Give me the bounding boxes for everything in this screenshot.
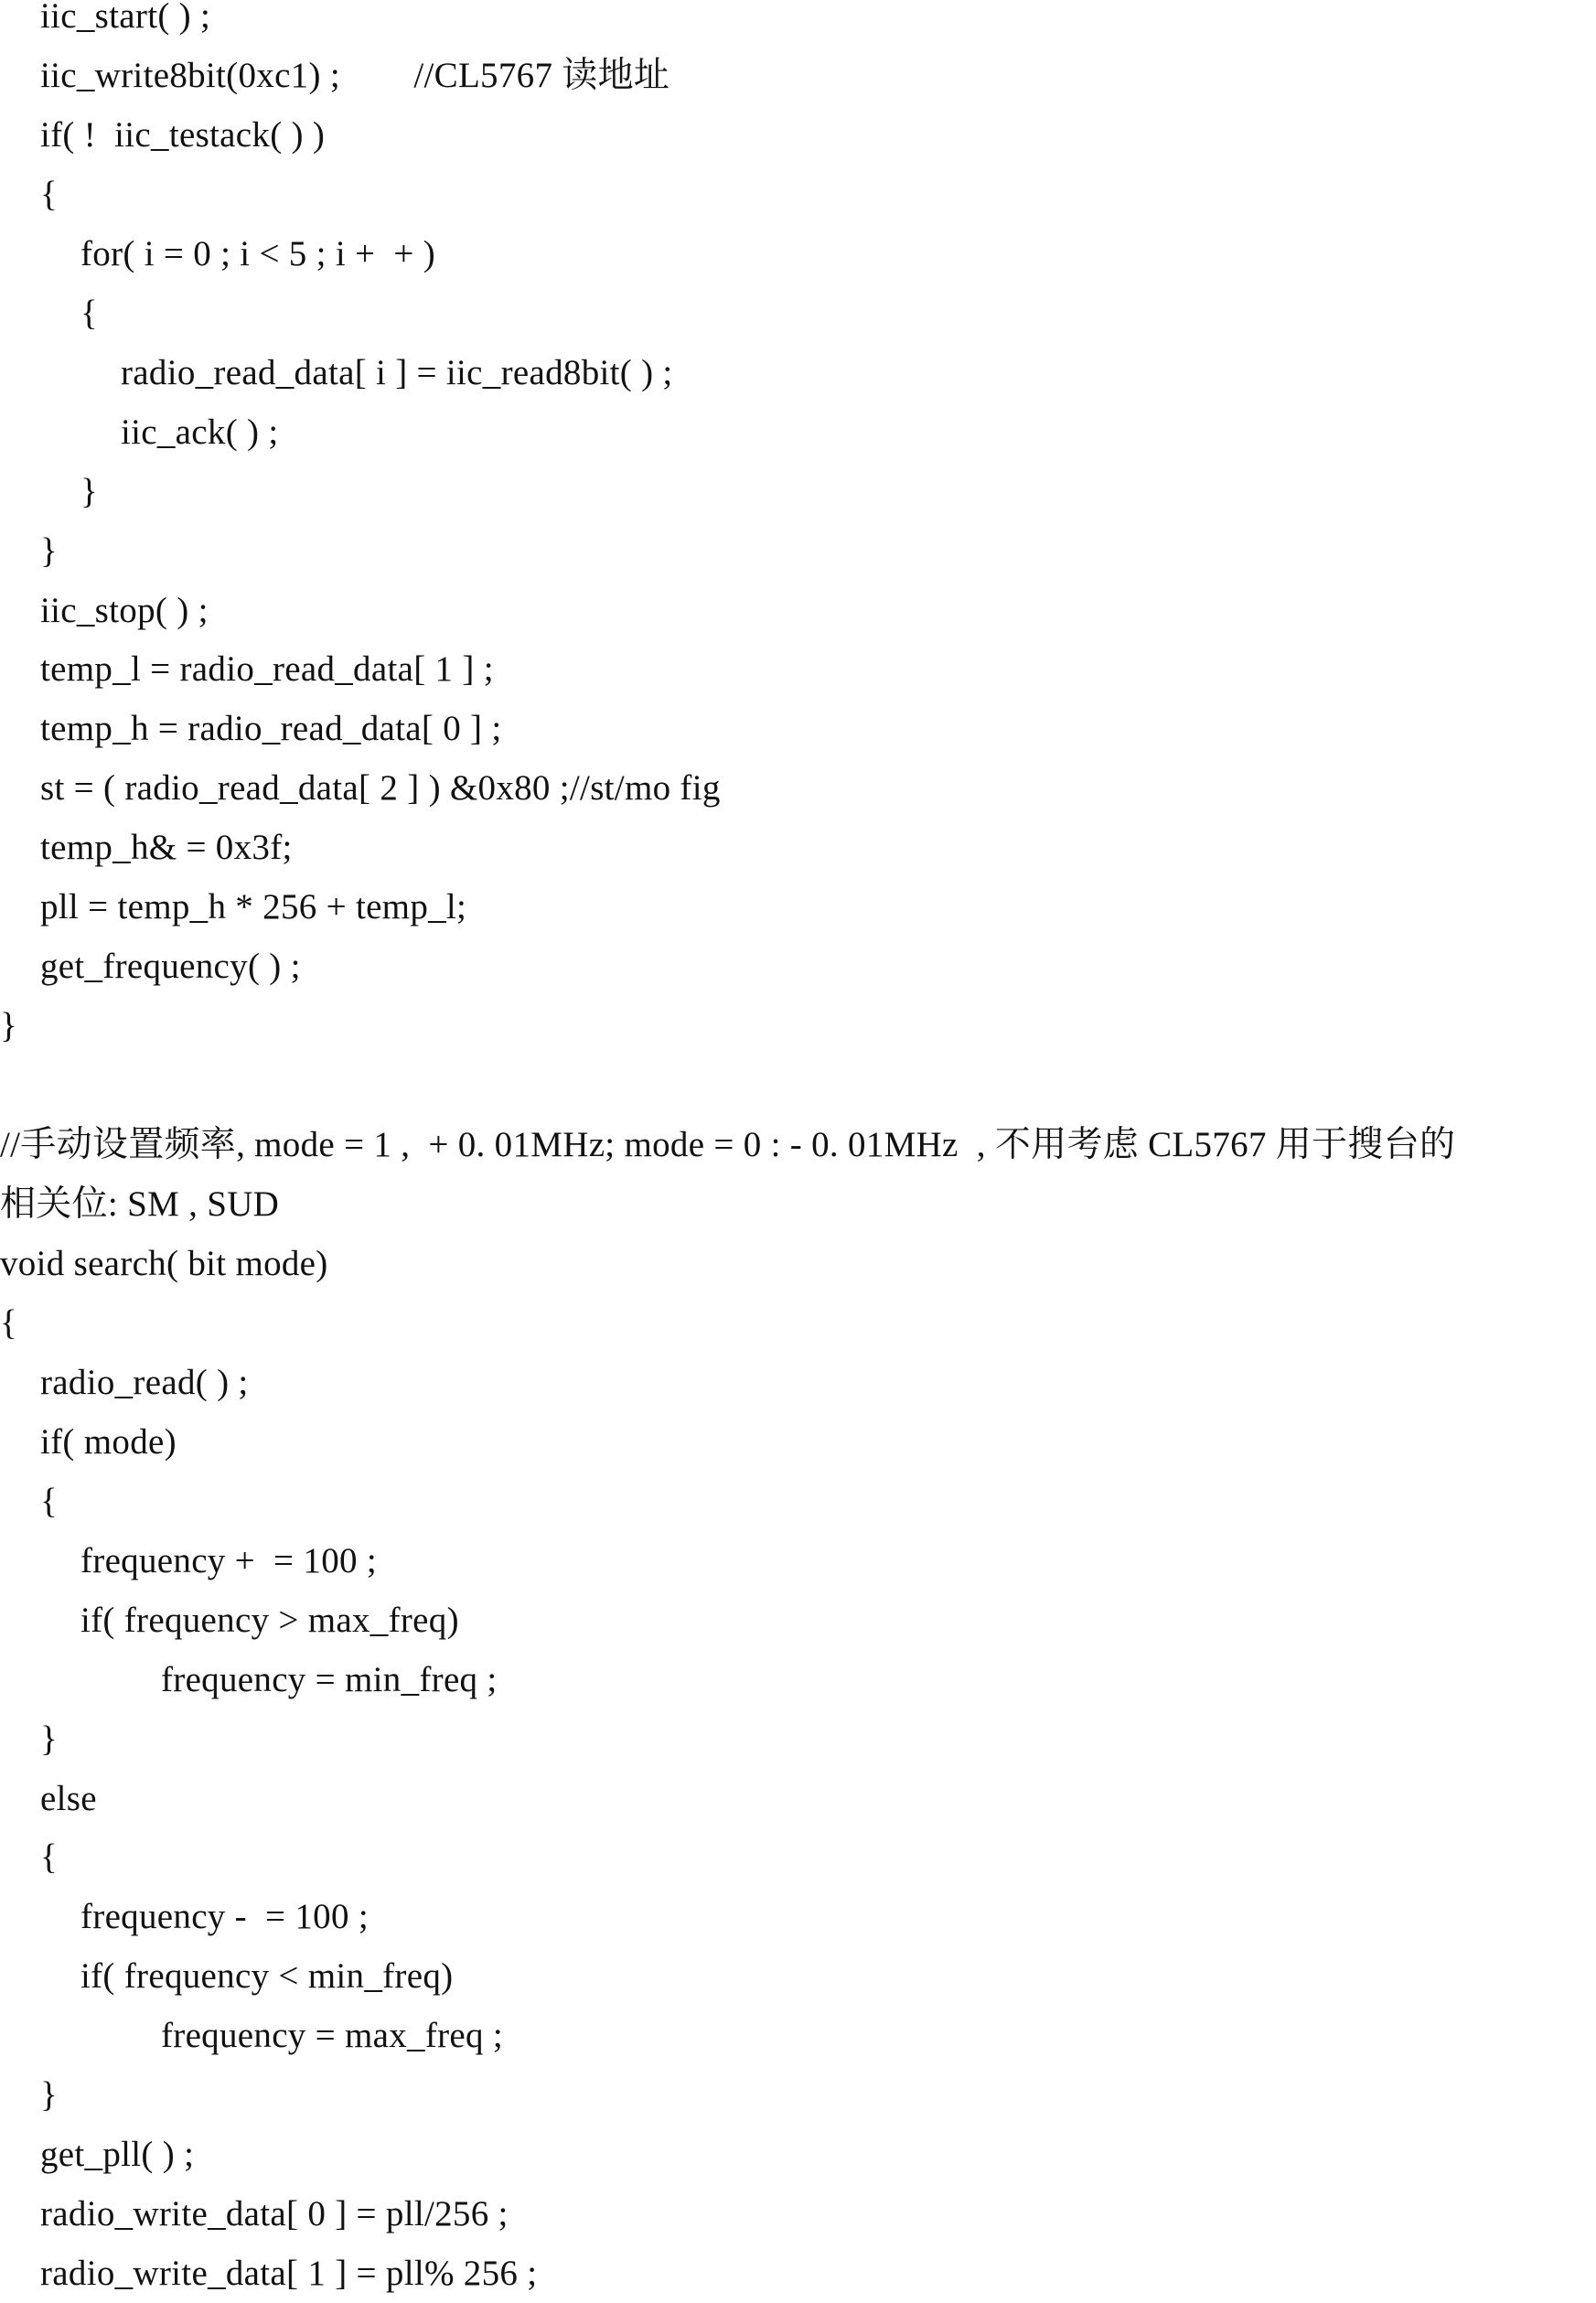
code-line: temp_l = radio_read_data[ 1 ] ; xyxy=(40,649,494,690)
code-line: } xyxy=(40,1719,59,1759)
code-line: } xyxy=(0,1006,18,1046)
code-line: radio_read( ) ; xyxy=(40,1362,249,1402)
code-line: { xyxy=(40,174,59,214)
code-line: { xyxy=(40,1837,59,1878)
code-line: frequency - = 100 ; xyxy=(80,1897,369,1937)
code-line: frequency = max_freq ; xyxy=(161,2016,504,2056)
code-line: else xyxy=(40,1778,97,1818)
code-line: iic_ack( ) ; xyxy=(121,412,279,452)
code-line: } xyxy=(40,2075,59,2116)
code-line: temp_h& = 0x3f; xyxy=(40,828,293,868)
code-line: if( frequency < min_freq) xyxy=(80,1956,454,1997)
code-line: radio_read_data[ i ] = iic_read8bit( ) ; xyxy=(121,352,673,392)
code-line: if( mode) xyxy=(40,1421,177,1462)
code-line: //手动设置频率, mode = 1 , + 0. 01MHz; mode = 0 : - 0. 01MHz , 不用考虑 CL5767 用于搜台的 xyxy=(0,1125,1456,1165)
code-line: } xyxy=(40,530,59,571)
code-line: temp_h = radio_read_data[ 0 ] ; xyxy=(40,709,502,749)
code-line: get_pll( ) ; xyxy=(40,2135,195,2175)
code-line: st = ( radio_read_data[ 2 ] ) &0x80 ;//st/mo fig xyxy=(40,768,721,809)
code-line: iic_start( ) ; xyxy=(40,0,211,36)
code-line: iic_stop( ) ; xyxy=(40,590,209,630)
code-line: pll = temp_h * 256 + temp_l; xyxy=(40,887,467,927)
code-line: iic_write8bit(0xc1) ; //CL5767 读地址 xyxy=(40,55,670,95)
code-line: radio_write_data[ 1 ] = pll% 256 ; xyxy=(40,2254,538,2294)
code-line: { xyxy=(40,1481,59,1521)
code-line: for( i = 0 ; i < 5 ; i + + ) xyxy=(80,233,436,273)
code-line: get_frequency( ) ; xyxy=(40,947,301,987)
code-line: { xyxy=(80,293,99,333)
code-line: } xyxy=(80,471,99,511)
code-line: { xyxy=(0,1302,18,1343)
code-line: if( frequency > max_freq) xyxy=(80,1600,459,1640)
code-line: void search( bit mode) xyxy=(0,1243,328,1283)
code-line: frequency + = 100 ; xyxy=(80,1540,377,1580)
code-line: 相关位: SM , SUD xyxy=(0,1184,280,1224)
code-line: radio_write_data[ 0 ] = pll/256 ; xyxy=(40,2194,509,2234)
code-line: if( ! iic_testack( ) ) xyxy=(40,114,326,155)
code-line: frequency = min_freq ; xyxy=(161,1659,498,1699)
